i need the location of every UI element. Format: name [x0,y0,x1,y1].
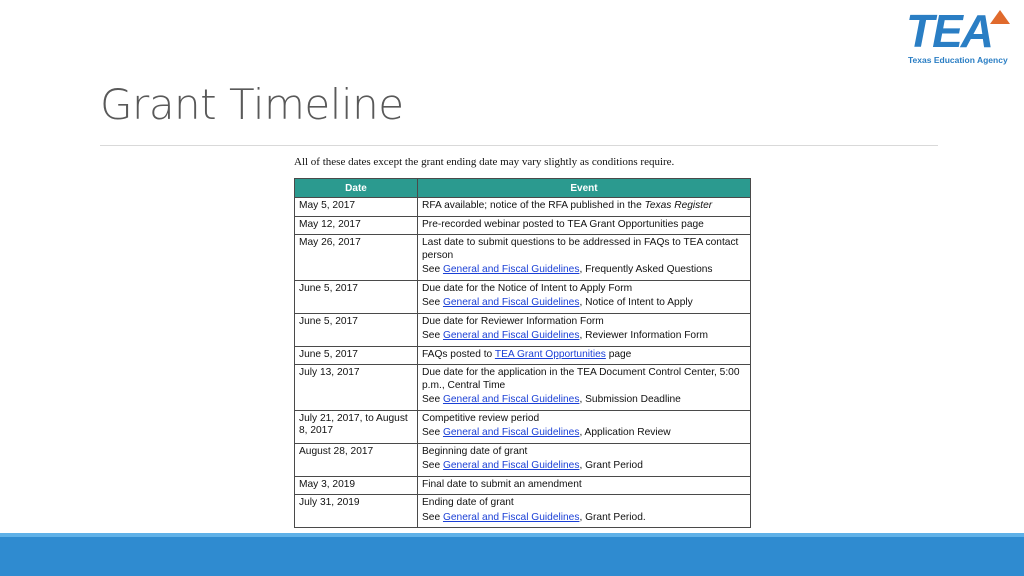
see-prefix: See [422,264,443,275]
row-event [418,495,751,528]
date-column-header: Date [295,179,418,198]
see-prefix: See [422,460,443,471]
row-event [418,346,751,365]
logo-flag-icon [990,10,1010,24]
table-row [295,235,751,281]
see-suffix: , Grant Period [579,460,643,471]
timeline-body [295,198,751,528]
event-link[interactable]: TEA Grant Opportunities [494,348,606,360]
table-row [295,443,751,476]
guidelines-link[interactable]: General and Fiscal Guidelines [442,297,580,308]
grant-timeline-table [294,178,751,528]
event-text: Due date for the Notice of Intent to Apply Form [422,282,633,294]
event-text: Last date to submit questions to be addressed in FAQs to TEA contact person [422,237,739,261]
see-reference [422,460,746,473]
table-row [295,346,751,365]
event-text: Pre-recorded webinar posted to TEA Grant Opportunities page [422,218,704,230]
event-text: Ending date of grant [422,497,514,508]
event-column-header: Event [418,179,751,198]
see-suffix: , Frequently Asked Questions [579,264,713,275]
see-reference [422,512,746,525]
row-event [418,216,751,235]
title-divider [100,145,938,146]
row-event [418,313,751,346]
table-row [295,476,751,495]
row-event [418,476,751,495]
see-reference [422,427,746,440]
row-date: May 12, 2017 [295,216,418,235]
row-event [418,410,751,443]
see-prefix: See [422,394,443,405]
row-date: June 5, 2017 [295,346,418,365]
event-text: RFA available; notice of the RFA published in the [422,200,645,211]
see-reference [422,394,746,407]
guidelines-link[interactable]: General and Fiscal Guidelines [442,427,580,438]
guidelines-link[interactable]: General and Fiscal Guidelines [442,264,580,275]
table-row [295,495,751,528]
guidelines-link[interactable]: General and Fiscal Guidelines [442,330,580,341]
timeline-note: All of these dates except the grant ending date may vary slightly as conditions require. [294,156,675,168]
row-date: May 3, 2019 [295,476,418,495]
row-date: June 5, 2017 [295,313,418,346]
see-prefix: See [422,330,443,341]
table-row [295,313,751,346]
event-text: page [605,348,632,360]
table-row [295,198,751,217]
row-date: July 13, 2017 [295,365,418,411]
table-row [295,410,751,443]
table-row [295,280,751,313]
see-prefix: See [422,511,443,523]
logo-subtitle: Texas Education Agency [908,55,1008,65]
row-date: May 26, 2017 [295,235,418,281]
row-event [418,280,751,313]
row-date: August 28, 2017 [295,443,418,476]
slide-title: Grant Timeline [100,80,404,129]
see-suffix: , Application Review [579,427,671,438]
see-prefix: See [422,297,443,308]
event-text: Due date for the application in the TEA Document Control Center, 5:00 p.m., Central Time [422,367,740,391]
row-event [418,443,751,476]
guidelines-link[interactable]: General and Fiscal Guidelines [442,511,580,523]
row-event [418,198,751,217]
see-suffix: , Notice of Intent to Apply [579,297,693,308]
event-text: Final date to submit an amendment [422,478,582,490]
event-text: FAQs posted to [422,348,495,360]
see-reference [422,330,746,343]
see-prefix: See [422,427,443,438]
see-reference [422,264,746,277]
row-date: July 21, 2017, to August 8, 2017 [295,410,418,443]
see-suffix: , Grant Period. [579,511,646,523]
row-event [418,365,751,411]
footer-bar [0,533,1024,576]
table-row [295,216,751,235]
row-date: July 31, 2019 [295,495,418,528]
logo-wordmark: TEA [906,5,992,57]
row-date: May 5, 2017 [295,198,418,217]
row-date: June 5, 2017 [295,280,418,313]
event-emphasis: Texas Register [644,200,713,211]
see-suffix: , Submission Deadline [579,394,681,405]
table-header-row [295,179,751,198]
row-event [418,235,751,281]
event-text: Competitive review period [422,412,540,424]
tea-logo [906,5,1016,68]
guidelines-link[interactable]: General and Fiscal Guidelines [442,460,580,471]
event-text: Due date for Reviewer Information Form [422,315,604,327]
table-row [295,365,751,411]
see-suffix: , Reviewer Information Form [579,330,708,341]
see-reference [422,297,746,310]
guidelines-link[interactable]: General and Fiscal Guidelines [442,394,580,405]
event-text: Beginning date of grant [422,445,528,457]
